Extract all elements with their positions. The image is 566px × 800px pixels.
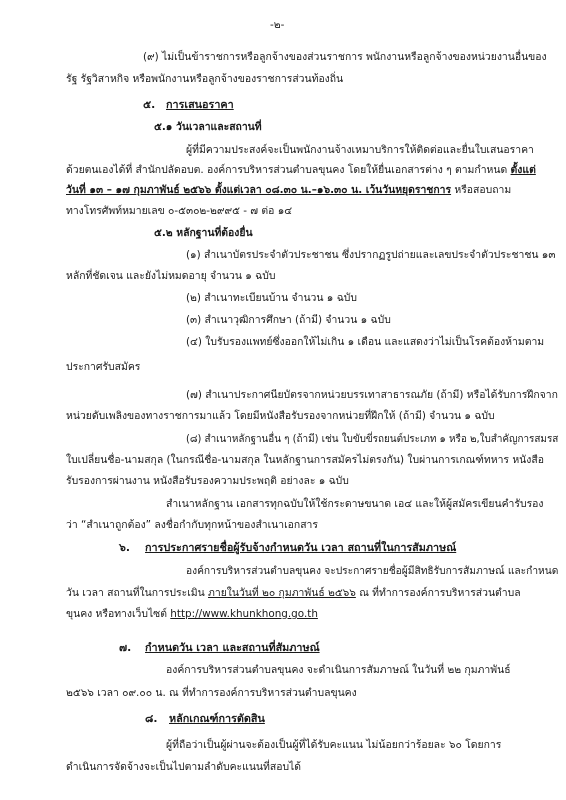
doc-item-4-line-2: ประกาศรับสมัคร	[66, 361, 141, 373]
document-note-line-2: ว่า “สำเนาถูกต้อง” ลงชื่อกำกับทุกหน้าของสำเนาเอกสาร	[66, 519, 318, 531]
section-7-line-2: ๒๕๖๖ เวลา ๐๙.๐๐ น. ณ ที่ทำการองค์การบริหารส่วนตำบลขุนคง	[66, 687, 357, 699]
section-6-line-3: ขุนคง หรือทางเว็บไซต์ http://www.khunkhong.go.th	[66, 608, 318, 620]
doc-item-8-line-3: รับรองการผ่านงาน หนังสือรับรองความประพฤติ อย่างละ ๑ ฉบับ	[66, 475, 349, 487]
section-5-2-heading: ๕.๒ หลักฐานที่ต้องยื่น	[154, 227, 253, 239]
section-6-number: ๖.	[119, 541, 130, 554]
submission-period: วันที่ ๑๓ – ๑๗ กุมภาพันธ์ ๒๕๖๖ ตั้งแต่เวลา ๐๘.๓๐ น.–๑๖.๓๐ น. เว้นวันหยุดราชการ	[66, 184, 452, 196]
section-8-line-2: ดำเนินการจัดจ้างจะเป็นไปตามลำดับคะแนนที่สอบได้	[66, 761, 302, 773]
announcement-date: ภายในวันที่ ๒๐ กุมภาพันธ์ ๒๕๖๖	[208, 587, 356, 599]
phone-number-line: ทางโทรศัพท์หมายเลข ๐-๕๓๐๒-๒๙๙๕ - ๗ ต่อ ๑๔	[66, 205, 293, 217]
doc-item-7-line-1: (๗) สำเนาประกาศนียบัตรจากหน่วยบรรเทาสาธารณภัย (ถ้ามี) หรือได้รับการฝึกจาก	[186, 389, 558, 401]
section-8-heading: หลักเกณฑ์การตัดสิน	[169, 712, 265, 725]
doc-item-1-line-1: (๑) สำเนาบัตรประจำตัวประชาชน ซึ่งปรากฏรูปถ่ายและเลขประจำตัวประชาชน ๑๓	[186, 249, 556, 261]
page-number: -๒-	[270, 19, 285, 31]
doc-item-4-line-1: (๔) ใบรับรองแพทย์ซึ่งออกให้ไม่เกิน ๑ เดือน และแสดงว่าไม่เป็นโรคต้องห้ามตาม	[186, 336, 545, 348]
section-8-number: ๘.	[145, 712, 158, 725]
section-8-line-1: ผู้ที่ถือว่าเป็นผู้ผ่านจะต้องเป็นผู้ที่ได้รับคะแนน ไม่น้อยกว่าร้อยละ ๖๐ โดยการ	[166, 739, 502, 751]
section-5-heading: การเสนอราคา	[166, 98, 234, 111]
doc-item-1-line-2: หลักที่ชัดเจน และยังไม่หมดอายุ จำนวน ๑ ฉบับ	[66, 270, 276, 282]
item-9-line-2: รัฐ รัฐวิสาหกิจ หรือพนักงานหรือลูกจ้างของราชการส่วนท้องถิ่น	[66, 73, 344, 85]
start-date-label: ตั้งแต่	[510, 164, 536, 176]
doc-item-3: (๓) สำเนาวุฒิการศึกษา (ถ้ามี) จำนวน ๑ ฉบับ	[186, 314, 391, 326]
section-5-1-line-2: ด้วยตนเองได้ที่ สำนักปลัดอบต. องค์การบริหารส่วนตำบลขุนคง โดยให้ยื่นเอกสารต่าง ๆ ตามกำหนด ตั้งแต่	[66, 164, 536, 176]
section-6-line-1: องค์การบริหารส่วนตำบลขุนคง จะประกาศรายชื่อผู้มีสิทธิรับการสัมภาษณ์ และกำหนด	[186, 565, 559, 577]
section-5-1-heading: ๕.๑ วันเวลาและสถานที่	[154, 121, 262, 133]
doc-item-7-line-2: หน่วยดับเพลิงของทางราชการมาแล้ว โดยมีหนังสือรับรองจากหน่วยที่ฝึกให้ (ถ้ามี) จำนวน ๑ ฉบับ	[66, 410, 495, 422]
section-5-number: ๕.	[143, 98, 156, 111]
doc-item-8-line-1: (๘) สำเนาหลักฐานอื่น ๆ (ถ้ามี) เช่น ใบขับขี่รถยนต์ประเภท ๑ หรือ ๒,ใบสำคัญการสมรส	[186, 433, 559, 445]
document-note-line-1: สำเนาหลักฐาน เอกสารทุกฉบับให้ใช้กระดาษขนาด เอ๔ และให้ผู้สมัครเขียนคำรับรอง	[166, 498, 544, 510]
section-7-line-1: องค์การบริหารส่วนตำบลขุนคง จะดำเนินการสัมภาษณ์ ในวันที่ ๒๒ กุมภาพันธ์	[166, 664, 511, 676]
section-5-1-line-1: ผู้ที่มีความประสงค์จะเป็นพนักงานจ้างเหมาบริการให้ติดต่อและยื่นใบเสนอราคา	[186, 144, 534, 156]
item-9-line-1: (๙) ไม่เป็นข้าราชการหรือลูกจ้างของส่วนราชการ พนักงานหรือลูกจ้างของหน่วยงานอื่นของ	[143, 51, 547, 63]
doc-item-2: (๒) สำเนาทะเบียนบ้าน จำนวน ๑ ฉบับ	[186, 292, 357, 304]
section-6-line-2: วัน เวลา สถานที่ในการประเมิน ภายในวันที่ ๒๐ กุมภาพันธ์ ๒๕๖๖ ณ ที่ทำการองค์การบริหารส่วนตำบล	[66, 587, 521, 599]
doc-item-8-line-2: ใบเปลี่ยนชื่อ-นามสกุล (ในกรณีชื่อ-นามสกุล ในหลักฐานการสมัครไม่ตรงกัน) ใบผ่านการเกณฑ์ทหาร หนังสือ	[66, 454, 544, 466]
section-5-1-line-3: วันที่ ๑๓ – ๑๗ กุมภาพันธ์ ๒๕๖๖ ตั้งแต่เวลา ๐๘.๓๐ น.–๑๖.๓๐ น. เว้นวันหยุดราชการ หรือสอบถาม	[66, 184, 512, 196]
website-link[interactable]: http://www.khunkhong.go.th	[170, 608, 318, 620]
section-6-heading: การประกาศรายชื่อผู้รับจ้างกำหนดวัน เวลา สถานที่ในการสัมภาษณ์	[145, 541, 457, 554]
section-7-heading: กำหนดวัน เวลา และสถานที่สัมภาษณ์	[145, 641, 320, 654]
section-7-number: ๗.	[119, 641, 132, 654]
